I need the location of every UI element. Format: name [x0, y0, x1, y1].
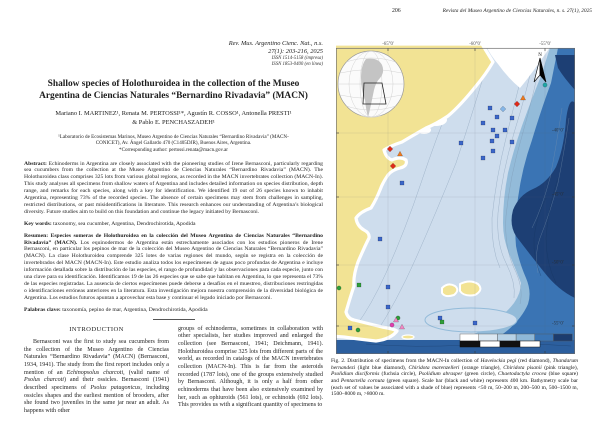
resumen — [24, 233, 323, 302]
abstract — [24, 161, 323, 216]
citation-line1: Rev. Mus. Argentino Cienc. Nat., n.s. — [228, 40, 323, 47]
issn-print: ISSN 1514-5158 (impresa) — [271, 56, 323, 61]
svg-text:-50°0': -50°0' — [552, 260, 564, 266]
resumen-label: Resumen: Especies someras de Holothuroidea en la colección del Museo Argentina de Ciencias Naturales “Bernardino Rivadavia” (MACN). — [24, 232, 323, 246]
figure-page — [330, 0, 600, 433]
introduction-paragraph-1: Bernasconi was the first to study sea cucumbers from the collection of the Museo Argentino de Ciencias Naturales “Bernardino Rivadavia” (MACN) (Bernasconi, 1934, 1941). The study from the first report includes only a mention of an Echinopsolus charcoti, (valid name of Psolus charcoti) and their ossicles. Bernasconi (1941) described specimens of Psolus patagonicus, including ossicles shapes and the earliest mention of brooders, after she found two juveniles in the same jar near an adult. As happens with other — [24, 338, 169, 414]
section-divider — [153, 319, 195, 320]
keywords-text: taxonomy, sea cucumber, Argentina, Dendrochirotida, Apodida — [51, 220, 196, 227]
abstract-text: Echinoderms in Argentina are closely associated with the pioneering studies of Irene Bernasconi, particularly regarding sea cucumbers from the collection at the Museo Argentino de Ciencias Naturales “Bernardino Rivadavia” (MACN). The Holothuroidea class comprises 325 lots from various global regions, as recorded in the MACN invertebrates collection (MACN-In). This study analyses all specimens from shallow waters of Argentina and includes detailed information on species distribution, depth range, and remarks for each species, along with a key for identification. We identified 19 out of 26 species known to inhabit Argentina, representing 73% of the recorded species. The absence of certain specimens may stem from challenges in sampling, restricted distributions, or past misidentifications in literature. This research enhances our understanding of Argentina’s biological diversity. Future studies aim to build on this foundation and continue the legacy initiated by Bernasconi. — [24, 160, 323, 215]
citation-line2: 27(1): 203-216, 2025 — [268, 48, 323, 55]
page-number: 206 — [392, 8, 401, 14]
author-line1: Mariano I. MARTINEZ¹, Renata M. PERTOSSI¹*, Agustín R. COSSO¹, Antonella PRESTI¹ — [55, 110, 292, 118]
affiliation-line2: CONICET), Av. Ángel Gallardo 470 (C1405DJR), Buenos Aires, Argentina. — [95, 140, 252, 147]
svg-text:-65°0': -65°0' — [382, 42, 394, 47]
isla-de-los-estados — [402, 335, 414, 339]
abstract-label: Abstract: — [24, 160, 47, 167]
resumen-text: Los equinodermos de Argentina están estrechamente asociados con los estudios pioneros de Irene Bernasconi, en particular los pepinos de mar de la colección del Museo Argentino de Ciencias Naturales “Bernardino Rivadavia” (MACN). La clase Holothuroidea comprende 325 lotes de varias regiones del mundo, según se registra en la colección de invertebrados del MACN (MACN-In). Este estudio analiza todos los especímenes de aguas poco profundas de Argentina e incluye información detallada sobre la distribución de las especies, el rango de profundidad y las observaciones para cada especie, junto con una clave para su identificación. Identificamos 19 de las 26 especies que se sabe que habitan en Argentina, lo que representa el 73% de las especies registradas. La ausencia de ciertos especímenes puede deberse a desafíos en el muestreo, distribuciones restringidas o identificaciones erróneas anteriores en la literatura. Esta investigación mejora nuestra comprensión de la diversidad biológica de Argentina. Los estudios futuros apuntan a aprovechar esta base y continuar el legado iniciado por Bernasconi. — [24, 239, 323, 301]
svg-text:-40°0': -40°0' — [552, 128, 564, 134]
article-title: Shallow species of Holothuroidea in the collection of the Museo Argentina de Ciencias Naturales “Bernardino Rivadavia” (MACN) — [39, 78, 308, 102]
author-list — [24, 110, 323, 127]
affiliation-line1: ¹Laboratorio de Ecosistemas Marinos, Museo Argentino de Ciencias Naturales “Bernardino Rivadavia” (MACN- — [58, 133, 289, 140]
affiliation — [24, 134, 323, 154]
journal-title: Revista del Museo Argentino de Ciencias Naturales, n. s. 27(1), 2025 — [442, 8, 592, 14]
palabras-text: taxonomía, pepino de mar, Argentina, Dendrochirotida, Apodida — [60, 306, 208, 313]
author-line2: & Pablo E. PENCHASZADEH¹ — [132, 119, 215, 127]
introduction-heading: INTRODUCTION — [69, 325, 124, 333]
introduction-paragraph-2: groups of echinoderms, sometimes in collaboration with other specialists, her studies improved and enlarged the collection (see Bernasconi, 1941; Deichmann, 1941). Holothuroidea comprise 325 lots from different parts of the world, as recorded in catalogs of the MACN invertebrates collection (MACN-In). This is far from the asteroids recorded (1787 lots), one of the groups extensively studied by Bernasconi. Although, it is only a half from other echinoderms that have been also extensively examined by her, such as ophiuroids (561 lots), or echinoids (692 lots). This provides us with a significant quantity of specimens to — [178, 325, 323, 409]
keywords-label: Key words: — [24, 220, 52, 227]
distance-scale-bar — [460, 341, 540, 347]
north-label: N — [538, 53, 542, 58]
issn-online: ISSN 1853-0400 (en línea) — [271, 61, 323, 67]
affiliation-line3: *Corresponding author: pertossi.renata@macn.gov.ar — [119, 146, 228, 153]
figure-map — [336, 38, 575, 354]
citation-block — [24, 40, 323, 68]
introduction-column-1 — [24, 326, 169, 416]
palabras-clave — [24, 307, 323, 313]
figure-caption: Fig. 2. Distribution of specimens from the MACN-In collection of Havelockia pegi (red diamond), Thandarum hernandezi (light blue diamond), Chiridota marenzelleri (orange triangle), Chiridota pisanii (pink triangle), Psolidium disciformis (fuchsia circle), Psolidium abrasper (green circle), Chaetodactyla crocea (blue square) and Pentactella cornuta (green square). Scale bar (black and white) represents 400 km. Bathymetry scale bar (each set of values be associated with a shade of blue) represents <50 m, 50–200 m, 200–500 m, 500–1500 m, 1500–8000 m, >8000 m. — [331, 358, 578, 398]
bathymetry-scale-bar — [460, 334, 572, 341]
svg-text:-45°0': -45°0' — [552, 192, 564, 198]
bathymetric-map — [336, 38, 575, 354]
running-header — [392, 8, 592, 14]
keywords — [24, 221, 323, 227]
article-first-page — [24, 40, 323, 416]
svg-text:-60°0': -60°0' — [469, 42, 481, 47]
introduction-column-2 — [178, 326, 323, 416]
introduction-columns — [24, 326, 323, 416]
globe-inset-icon — [338, 51, 404, 118]
palabras-label: Palabras clave: — [24, 306, 61, 313]
svg-text:-55°0': -55°0' — [552, 321, 564, 327]
svg-text:-55°0': -55°0' — [539, 42, 551, 47]
